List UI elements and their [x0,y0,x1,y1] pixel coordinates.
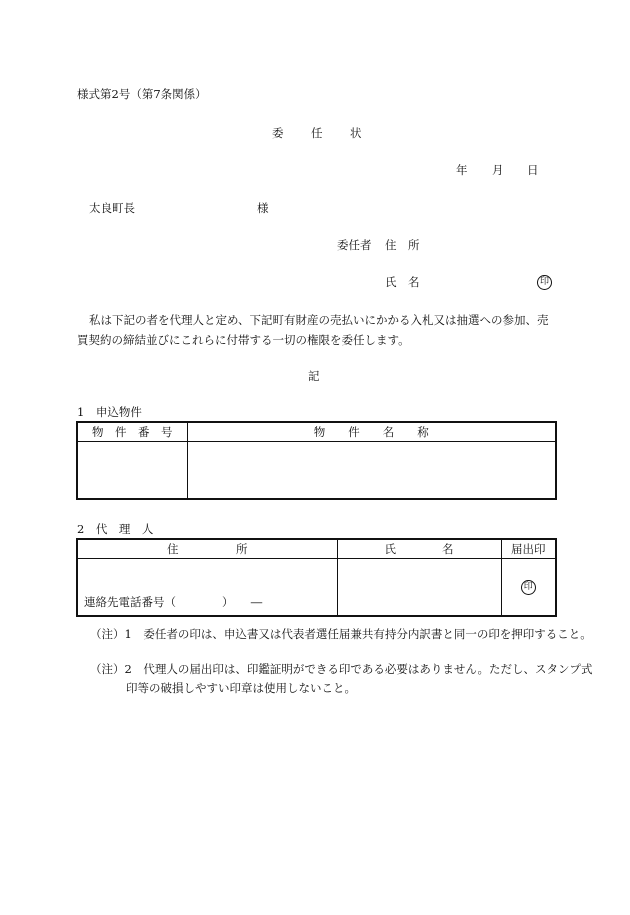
agent-table [76,538,557,617]
principal-seal-mark [537,273,552,290]
note-1: （注）1 委任者の印は、申込書又は代表者選任届兼共有持分内訳書と同一の印を押印すること。 [90,627,592,641]
section2-heading: 2 代 理 人 [77,522,154,536]
property-name-cell[interactable] [187,442,556,500]
col-property-name: 物 件 名 称 [187,422,556,442]
col-property-number: 物 件 番 号 [77,422,187,442]
seal-icon: 印 [537,275,552,290]
col-agent-address: 住 所 [77,539,337,559]
ki-label: 記 [308,369,320,383]
property-number-cell[interactable] [77,442,187,500]
delegation-statement: 私は下記の者を代理人と定め、下記町有財産の売払いにかかる入札又は抽選への参加、売買契約の締結並びにこれらに付帯する一切の権限を委任します。 [77,313,549,347]
agent-seal-cell [501,559,556,617]
form-number: 様式第2号（第7条関係） [77,87,207,101]
col-agent-seal: 届出印 [501,539,556,559]
col-agent-name: 氏 名 [337,539,501,559]
seal-icon: 印 [521,580,536,595]
agent-name-cell[interactable] [337,559,501,617]
property-table [76,421,557,500]
note-2: （注）2 代理人の届出印は、印鑑証明ができる印である必要はありません。ただし、スタンプ式印等の破損しやすい印章は使用しないこと。 [90,662,593,695]
date-month-label: 月 [492,163,504,177]
phone-label: 連絡先電話番号（ ） ― [84,595,263,609]
addressee-honorific: 様 [257,201,269,215]
section1-heading: 1 申込物件 [77,405,142,419]
principal-address-label: 住 所 [385,238,420,252]
agent-address-cell[interactable] [77,559,337,617]
principal-label: 委任者 [337,238,372,252]
date-day-label: 日 [527,163,539,177]
addressee-name: 太良町長 [89,201,135,215]
principal-name-label: 氏 名 [385,275,420,289]
date-year-label: 年 [456,163,468,177]
document-title: 委 任 状 [272,126,370,140]
